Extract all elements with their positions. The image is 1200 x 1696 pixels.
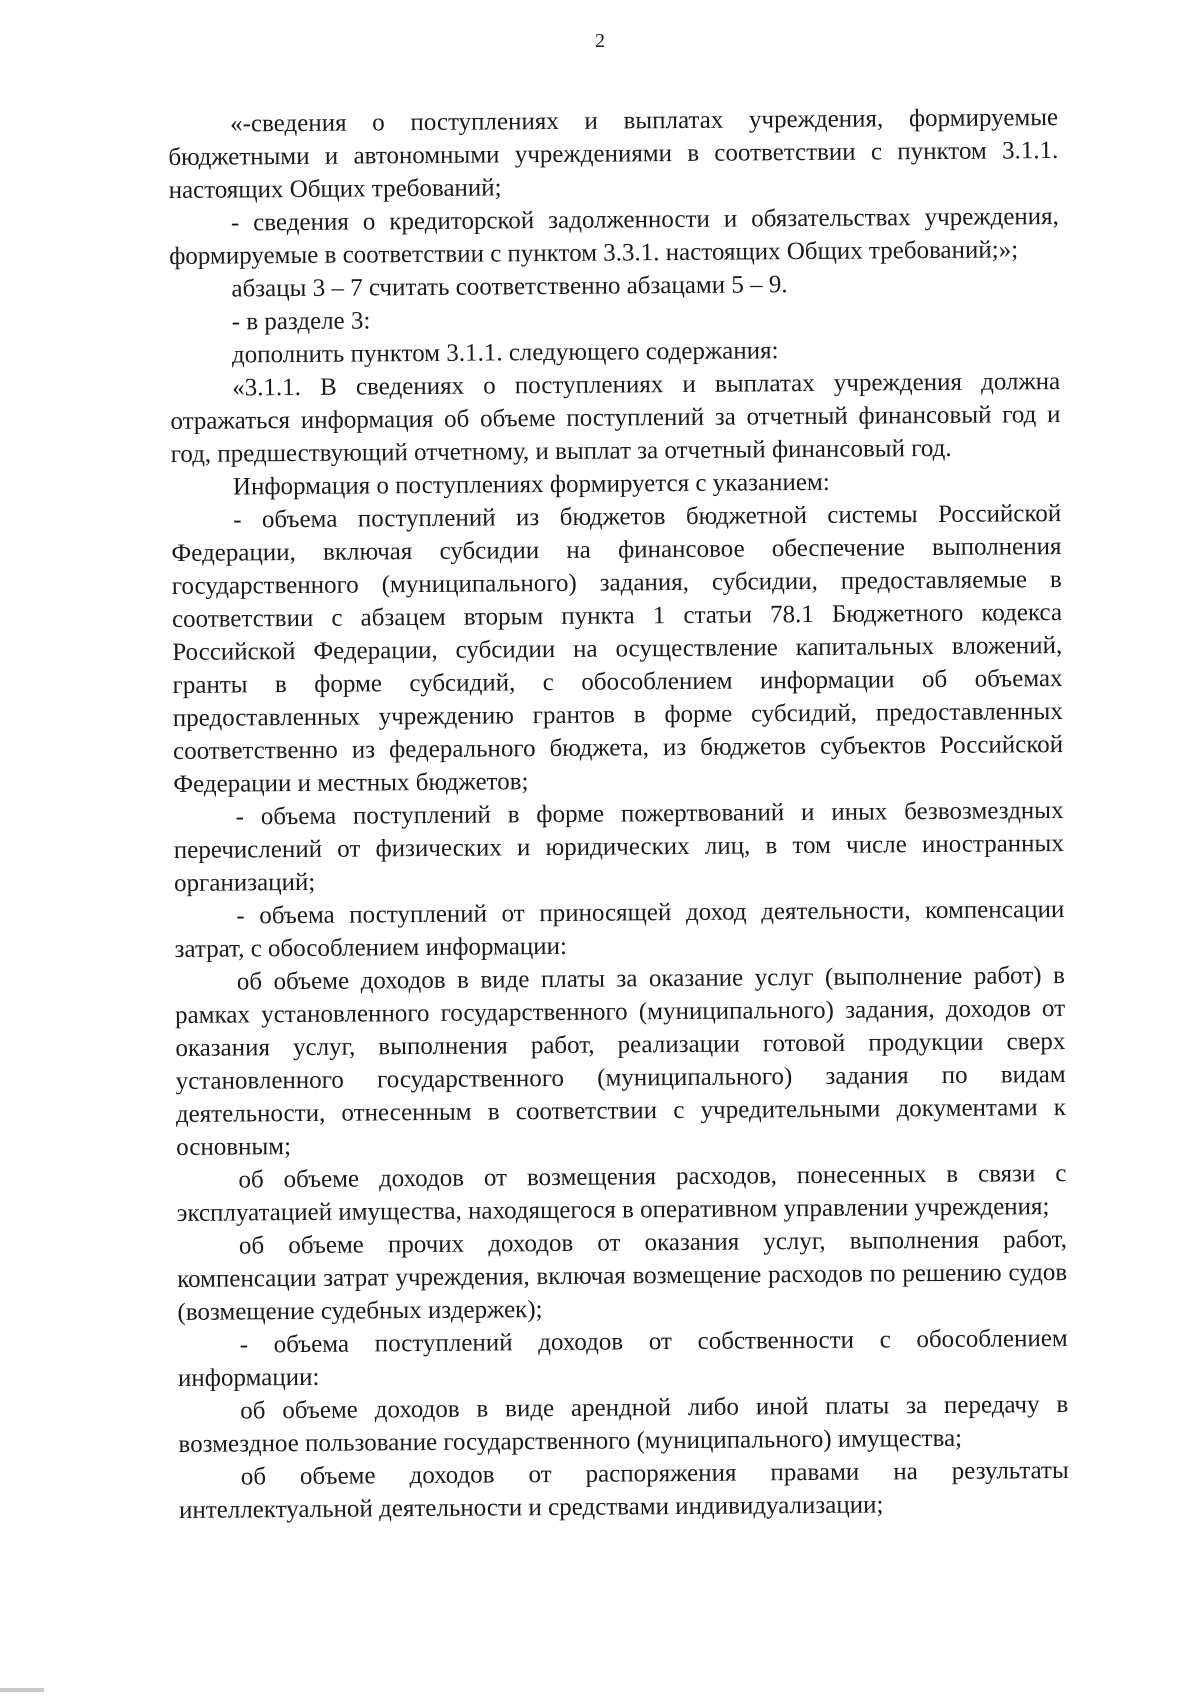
page-number: 2 bbox=[595, 30, 605, 52]
scan-edge-mark bbox=[0, 1688, 44, 1692]
paragraph: об объеме доходов в виде платы за оказание услуг (выполнение работ) в рамках установленного государственного (муниципального) задания, доходов от оказания услуг, выполнения работ, реализации готовой продукции сверх установленного государственного (муниципального) задания по видам деятельности, отнесенным в соответствии с учредительными документами к основным; bbox=[175, 961, 1066, 1161]
document-body bbox=[168, 101, 1069, 1527]
paragraph: «3.1.1. В сведениях о поступлениях и выплатах учреждения должна отражаться информация об объеме поступлений за отчетный финансовый год и год, предшествующий отчетному, и выплат за отчетный финансовый год. bbox=[170, 368, 1061, 468]
paragraph: «-сведения о поступлениях и выплатах учреждения, формируемые бюджетными и автономными учреждениями в соответствии с пунктом 3.1.1. настоящих Общих требований; bbox=[168, 104, 1059, 204]
paragraph: - в разделе 3: bbox=[231, 307, 371, 336]
paragraph: абзацы 3 – 7 считать соответственно абзацами 5 – 9. bbox=[231, 271, 788, 303]
paragraph: - объема поступлений в форме пожертвований и иных безвозмездных перечислений от физических и юридических лиц, в том числе иностранных организаций; bbox=[173, 796, 1064, 897]
paragraph: дополнить пунктом 3.1.1. следующего содержания: bbox=[231, 337, 779, 369]
paragraph: об объеме доходов от распоряжения правами на результаты интеллектуальной деятельности и средствами индивидуализации; bbox=[178, 1456, 1069, 1524]
paragraph: - объема поступлений из бюджетов бюджетной системы Российской Федерации, включая субсидии на финансовое обеспечение выполнения государственного (муниципального) задания, субсидии, предоставляемые в соответствии с абзацем вторым пункта 1 статьи 78.1 Бюджетного кодекса Российской Федерации, субсидии на осуществление капитальных вложений, гранты в форме субсидий, с обособлением информации об объемах предоставленных учреждению грантов в форме субсидий, предоставленных соответственно из федерального бюджета, из бюджетов субъектов Российской Федерации и местных бюджетов; bbox=[171, 499, 1064, 798]
paragraph: - объема поступлений доходов от собственности с обособлением информации: bbox=[177, 1324, 1068, 1392]
paragraph: об объеме доходов в виде арендной либо иной платы за передачу в возмездное пользование государственного (муниципального) имущества; bbox=[178, 1390, 1069, 1458]
paragraph: - сведения о кредиторской задолженности и обязательствах учреждения, формируемые в соответствии с пунктом 3.3.1. настоящих Общих требований;»; bbox=[169, 203, 1059, 270]
paragraph: - объема поступлений от приносящей доход деятельности, компенсации затрат, с обособлением информации: bbox=[174, 895, 1065, 963]
paragraph: об объеме доходов от возмещения расходов, понесенных в связи с эксплуатацией имущества, находящегося в оперативном управлении учреждения; bbox=[176, 1159, 1067, 1227]
paragraph: об объеме прочих доходов от оказания услуг, выполнения работ, компенсации затрат учреждения, включая возмещение расходов по решению судов (возмещение судебных издержек); bbox=[177, 1225, 1068, 1326]
paragraph: Информация о поступлениях формируется с указанием: bbox=[232, 468, 830, 501]
